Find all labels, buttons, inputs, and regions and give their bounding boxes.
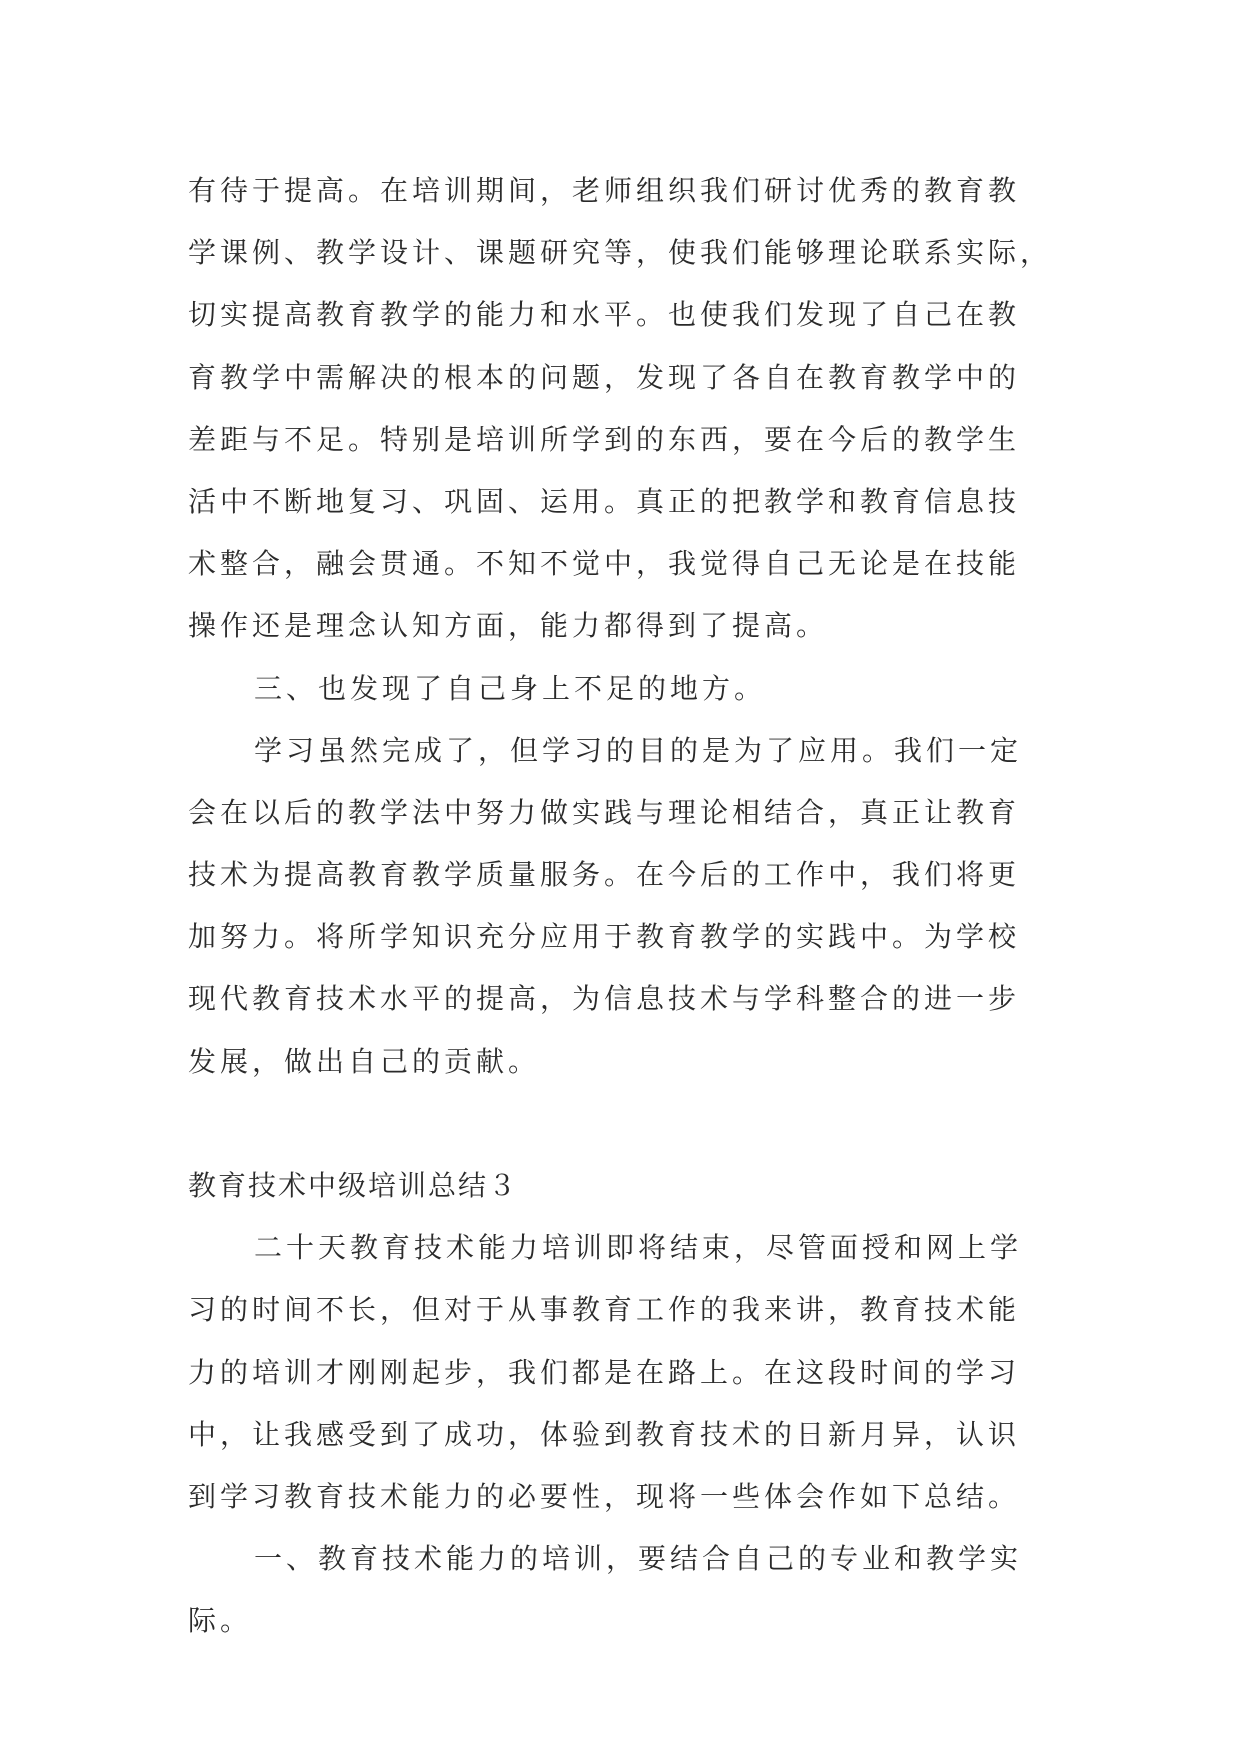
text-line: 操作还是理念认知方面，能力都得到了提高。 xyxy=(188,609,829,643)
text-line: 习的时间不长，但对于从事教育工作的我来讲，教育技术能 xyxy=(188,1293,1021,1327)
document-body xyxy=(188,160,1068,1653)
text-line: 发展，做出自己的贡献。 xyxy=(188,1044,541,1078)
text-line: 加努力。将所学知识充分应用于教育教学的实践中。为学校 xyxy=(188,920,1021,954)
text-line: 切实提高教育教学的能力和水平。也使我们发现了自己在教 xyxy=(188,298,1021,332)
blank-line xyxy=(188,1093,1068,1155)
text-line: 二十天教育技术能力培训即将结束，尽管面授和网上学 xyxy=(254,1231,1023,1265)
text-line: 学课例、教学设计、课题研究等，使我们能够理论联系实际， xyxy=(188,236,1053,270)
section-heading: 教育技术中级培训总结３ xyxy=(188,1169,519,1202)
text-line: 现代教育技术水平的提高，为信息技术与学科整合的进一步 xyxy=(188,982,1021,1016)
paragraph-training-reflection xyxy=(188,160,1068,658)
text-line: 技术为提高教育教学质量服务。在今后的工作中，我们将更 xyxy=(188,858,1021,892)
text-line: 一、教育技术能力的培训，要结合自己的专业和教学实 xyxy=(254,1542,1023,1576)
text-line: 活中不断地复习、巩固、运用。真正的把教学和教育信息技 xyxy=(188,484,1021,518)
paragraph-introduction xyxy=(188,1217,1068,1528)
text-line: 中，让我感受到了成功，体验到教育技术的日新月异，认识 xyxy=(188,1417,1021,1451)
paragraph-point-one xyxy=(188,1528,1068,1652)
text-line: 有待于提高。在培训期间，老师组织我们研讨优秀的教育教 xyxy=(188,174,1021,207)
text-line: 学习虽然完成了，但学习的目的是为了应用。我们一定 xyxy=(254,733,1023,767)
text-line: 到学习教育技术能力的必要性，现将一些体会作如下总结。 xyxy=(188,1479,1021,1513)
point-three-heading: 三、也发现了自己身上不足的地方。 xyxy=(254,671,767,705)
text-line: 会在以后的教学法中努力做实践与理论相结合，真正让教育 xyxy=(188,795,1021,829)
text-line: 力的培训才刚刚起步，我们都是在路上。在这段时间的学习 xyxy=(188,1355,1021,1389)
text-line: 育教学中需解决的根本的问题，发现了各自在教育教学中的 xyxy=(188,360,1021,394)
text-line: 际。 xyxy=(188,1604,253,1638)
paragraph-application xyxy=(188,720,1068,1093)
text-line: 术整合，融会贯通。不知不觉中，我觉得自己无论是在技能 xyxy=(188,547,1021,581)
text-line: 差距与不足。特别是培训所学到的东西，要在今后的教学生 xyxy=(188,422,1021,456)
